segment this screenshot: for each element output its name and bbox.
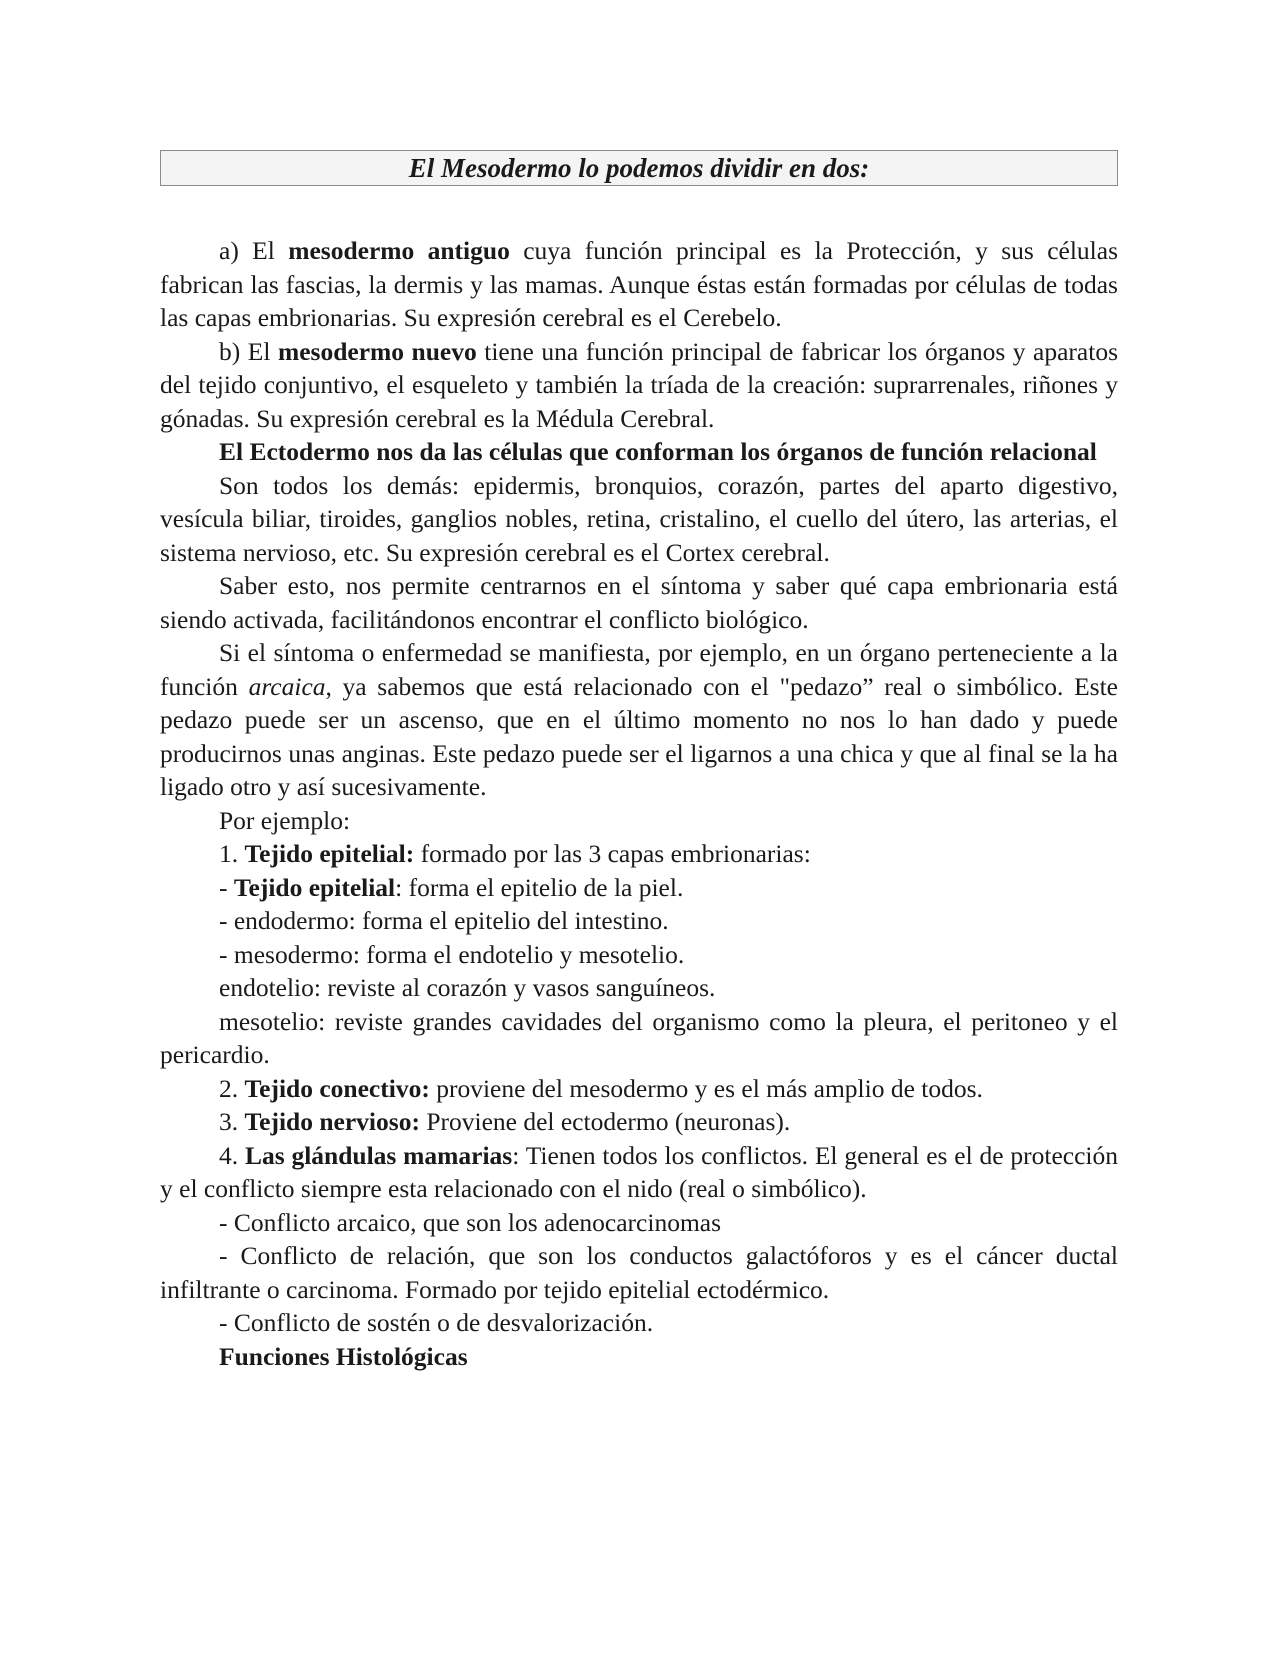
section-title: El Mesodermo lo podemos dividir en dos: [408, 152, 870, 183]
list-item-tejido-conectivo: 2. Tejido conectivo: proviene del mesodermo y es el más amplio de todos. [219, 1073, 983, 1103]
conflict-relacion: - Conflicto de relación, que son los conductos galactóforos y es el cáncer ductal infiltrante o carcinoma. Formado por tejido epitelial ectodérmico. [160, 1241, 1118, 1304]
definition-mesotelio: mesotelio: reviste grandes cavidades del organismo como la pleura, el peritoneo y el pericardio. [160, 1006, 1118, 1069]
sub-item-mesodermo: - mesodermo: forma el endotelio y mesotelio. [219, 939, 685, 969]
paragraph-ectodermo: Son todos los demás: epidermis, bronquios, corazón, partes del aparto digestivo, vesícula biliar, tiroides, ganglios nobles, retina, cristalino, el cuello del útero, las arterias, el sistema nervioso, etc. Su expresión cerebral es el Cortex cerebral. [160, 470, 1118, 567]
section-title-box [160, 150, 1118, 186]
paragraph-saber: Saber esto, nos permite centrarnos en el síntoma y saber qué capa embrionaria está siendo activada, facilitándonos encontrar el conflicto biológico. [160, 571, 1118, 634]
term-mesodermo-nuevo: mesodermo nuevo [277, 336, 477, 366]
list-item-tejido-epitelial: 1. Tejido epitelial: formado por las 3 capas embrionarias: [219, 839, 811, 868]
term-mesodermo-antiguo: mesodermo antiguo [288, 236, 510, 265]
conflict-sosten: - Conflicto de sostén o de desvalorización. [219, 1308, 654, 1337]
paragraph-sintoma: Si el síntoma o enfermedad se manifiesta, por ejemplo, en un órgano perteneciente a la función arcaica, ya sabemos que está relacionado con el "pedazo” real o simbólico. Este pedazo puede ser un ascenso, que en el último momento no nos lo han dado y puede producirnos unas anginas. Este pedazo puede ser el ligarnos a una chica y que al final se la ha ligado otro y así sucesivamente. [160, 638, 1118, 801]
document-body [160, 234, 1118, 1373]
definition-endotelio: endotelio: reviste al corazón y vasos sanguíneos. [219, 973, 716, 1002]
heading-ectodermo: El Ectodermo nos da las células que conforman los órganos de función relacional [219, 437, 1097, 466]
label-por-ejemplo: Por ejemplo: [219, 805, 351, 835]
sub-item-tejido-epitelial: - Tejido epitelial: forma el epitelio de la piel. [219, 872, 684, 902]
heading-funciones-histologicas: Funciones Histológicas [219, 1341, 468, 1371]
term-arcaica: arcaica [248, 671, 326, 701]
paragraph-mesodermo-antiguo: a) El mesodermo antiguo cuya función principal es la Protección, y sus células fabrican las fascias, la dermis y las mamas. Aunque éstas están formadas por células de todas las capas embrionarias. Su expresión cerebral es el Cerebelo. [160, 236, 1119, 332]
sub-item-endodermo: - endodermo: forma el epitelio del intestino. [219, 906, 669, 935]
list-item-tejido-nervioso: 3. Tejido nervioso: Proviene del ectodermo (neuronas). [219, 1107, 791, 1136]
conflict-arcaico: - Conflicto arcaico, que son los adenocarcinomas [219, 1207, 722, 1237]
paragraph-mesodermo-nuevo: b) El mesodermo nuevo tiene una función principal de fabricar los órganos y aparatos del tejido conjuntivo, el esqueleto y también la tríada de la creación: suprarrenales, riñones y gónadas. Su expresión cerebral es la Médula Cerebral. [160, 336, 1119, 433]
document-page [160, 150, 1118, 1373]
list-item-glandulas-mamarias: 4. Las glándulas mamarias: Tienen todos los conflictos. El general es el de protección y el conflicto siempre esta relacionado con el nido (real o simbólico). [160, 1140, 1118, 1203]
